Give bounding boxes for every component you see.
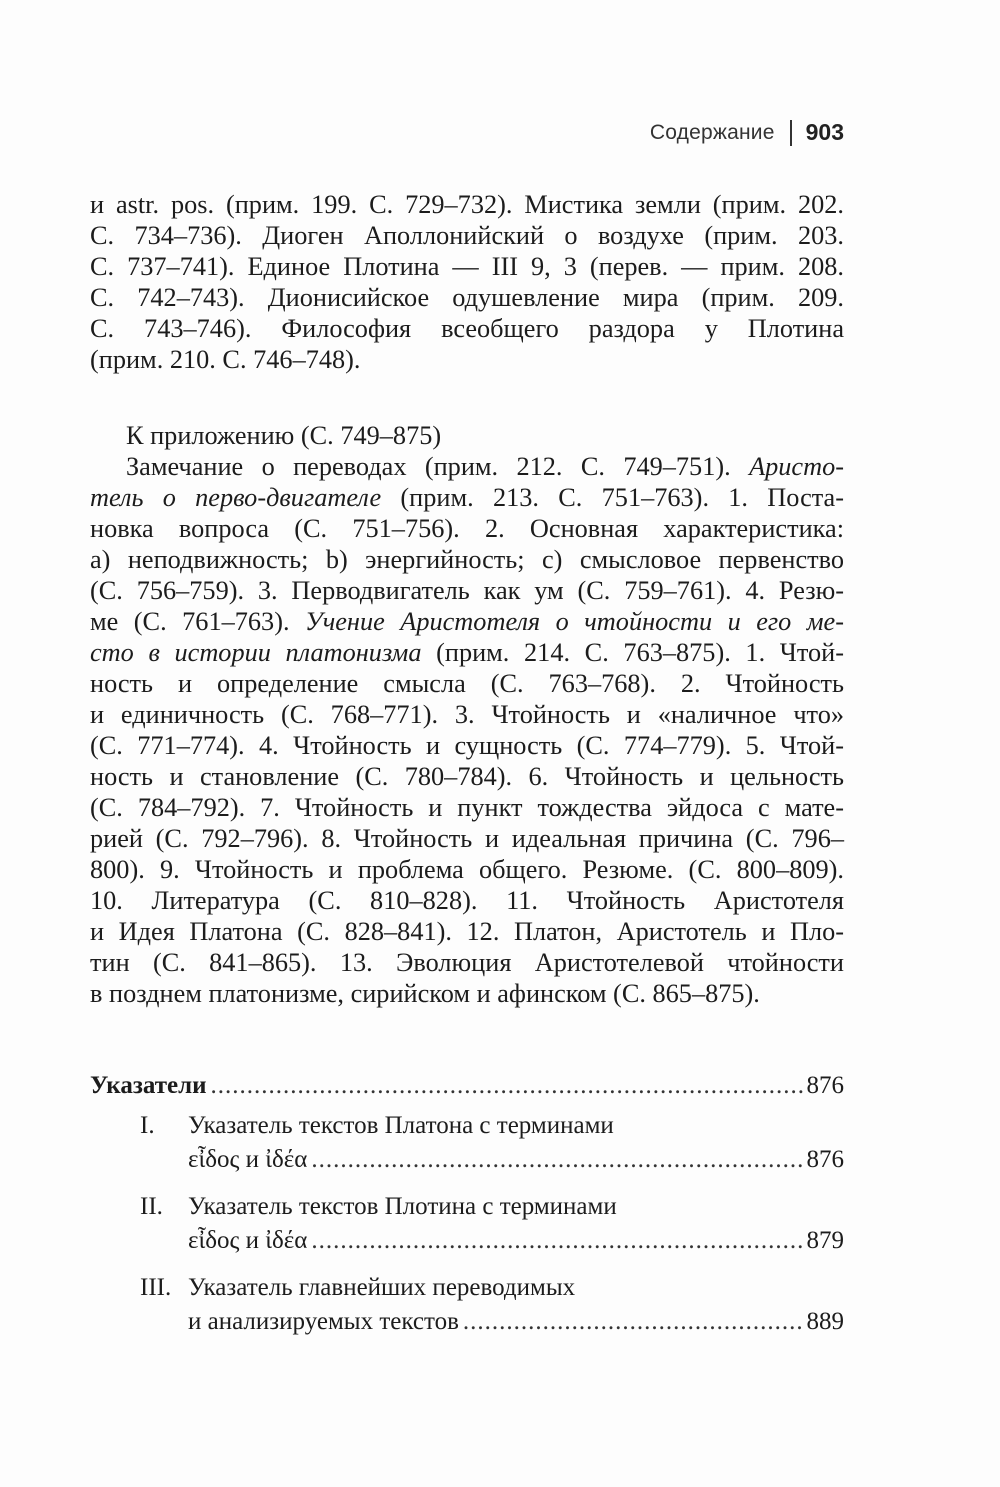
- text-line: ме (С. 761–763). Учение Аристотеля о чтойности и его ме-: [90, 607, 844, 636]
- toc-entry-numeral: III.: [140, 1274, 172, 1301]
- text-line: тель о перво-двигателе (прим. 213. С. 751–763). 1. Поста-: [90, 483, 844, 512]
- toc-entry[interactable]: [90, 1271, 844, 1339]
- text-line: ность и определение смысла (С. 763–768). 2. Чтойность: [90, 669, 844, 698]
- toc-heading: Указатели: [90, 1072, 207, 1099]
- text-line: (С. 756–759). 3. Перводвигатель как ум (С. 759–761). 4. Резю-: [90, 576, 844, 605]
- toc-entry-last-line: [188, 1305, 844, 1339]
- toc-entry[interactable]: [90, 1109, 844, 1177]
- text-line: и единичность (С. 768–771). 3. Чтойность и «наличное что»: [90, 700, 844, 729]
- text-line: a) неподвижность; b) энергийность; c) смысловое первенство: [90, 545, 844, 574]
- text-line: С. 742–743). Дионисийское одушевление мира (прим. 209.: [90, 283, 844, 312]
- text-line: и astr. pos. (прим. 199. С. 729–732). Мистика земли (прим. 202.: [90, 190, 844, 219]
- text-line: ность и становление (С. 780–784). 6. Чтойность и цельность: [90, 762, 844, 791]
- text-line: С. 737–741). Единое Плотина — III 9, 3 (перев. — прим. 208.: [90, 252, 844, 281]
- text-line: 800). 9. Чтойность и проблема общего. Резюме. (С. 800–809).: [90, 855, 844, 884]
- toc-entry-title-cont: εἶδος и ἰδέα: [188, 1146, 308, 1173]
- toc-page-number: 879: [806, 1227, 844, 1254]
- text-line: в позднем платонизме, сирийском и афинском (С. 865–875).: [90, 979, 760, 1008]
- text-line: (С. 784–792). 7. Чтойность и пункт тождества эйдоса с мате-: [90, 793, 844, 822]
- dot-leader: [311, 1224, 802, 1258]
- text-line: новка вопроса (С. 751–756). 2. Основная характеристика:: [90, 514, 844, 543]
- text-line: рией (С. 792–796). 8. Чтойность и идеальная причина (С. 796–: [90, 824, 844, 853]
- toc-entry-numeral: I.: [140, 1112, 155, 1139]
- toc-entry-last-line: [188, 1224, 844, 1258]
- text-line: (прим. 210. С. 746–748).: [90, 345, 361, 374]
- running-head-divider: [790, 120, 792, 146]
- running-head-title: Содержание: [649, 120, 775, 144]
- page-number: 903: [805, 119, 844, 145]
- dot-leader: [463, 1305, 803, 1339]
- dot-leader: [211, 1069, 803, 1103]
- text-line: С. 743–746). Философия всеобщего раздора у Плотина: [90, 314, 844, 343]
- text-line: С. 734–736). Диоген Аполлонийский о воздухе (прим. 203.: [90, 221, 844, 250]
- text-line: сто в истории платонизма (прим. 214. С. 763–875). 1. Чтой-: [90, 638, 844, 667]
- toc-entry-title-cont: и анализируемых текстов: [188, 1308, 459, 1335]
- text-line: Замечание о переводах (прим. 212. С. 749–751). Аристо-: [126, 452, 844, 481]
- paragraph-continuation: [90, 189, 844, 375]
- dot-leader: [311, 1143, 802, 1177]
- section-heading: К приложению (С. 749–875): [126, 421, 442, 450]
- toc-entry-title-cont: εἶδος и ἰδέα: [188, 1227, 308, 1254]
- toc-page-number: 876: [806, 1072, 844, 1099]
- text-line: тин (С. 841–865). 13. Эволюция Аристотелевой чтойности: [90, 948, 844, 977]
- toc-page-number: 889: [806, 1308, 844, 1335]
- running-head: [650, 119, 844, 146]
- toc-entry-title: Указатель текстов Плотина с терминами: [188, 1193, 617, 1220]
- toc-page-number: 876: [806, 1146, 844, 1173]
- text-line: (С. 771–774). 4. Чтойность и сущность (С. 774–779). 5. Чтой-: [90, 731, 844, 760]
- toc-entry-numeral: II.: [140, 1193, 163, 1220]
- table-of-contents: [90, 1069, 844, 1339]
- toc-entry-title: Указатель главнейших переводимых: [188, 1274, 576, 1301]
- toc-heading-row[interactable]: [90, 1069, 844, 1103]
- appendix-section: [90, 420, 844, 1009]
- text-line: и Идея Платона (С. 828–841). 12. Платон, Аристотель и Пло-: [90, 917, 844, 946]
- toc-entry-last-line: [188, 1143, 844, 1177]
- toc-entry-title: Указатель текстов Платона с терминами: [188, 1112, 614, 1139]
- toc-entry[interactable]: [90, 1190, 844, 1258]
- text-line: 10. Литература (С. 810–828). 11. Чтойность Аристотеля: [90, 886, 844, 915]
